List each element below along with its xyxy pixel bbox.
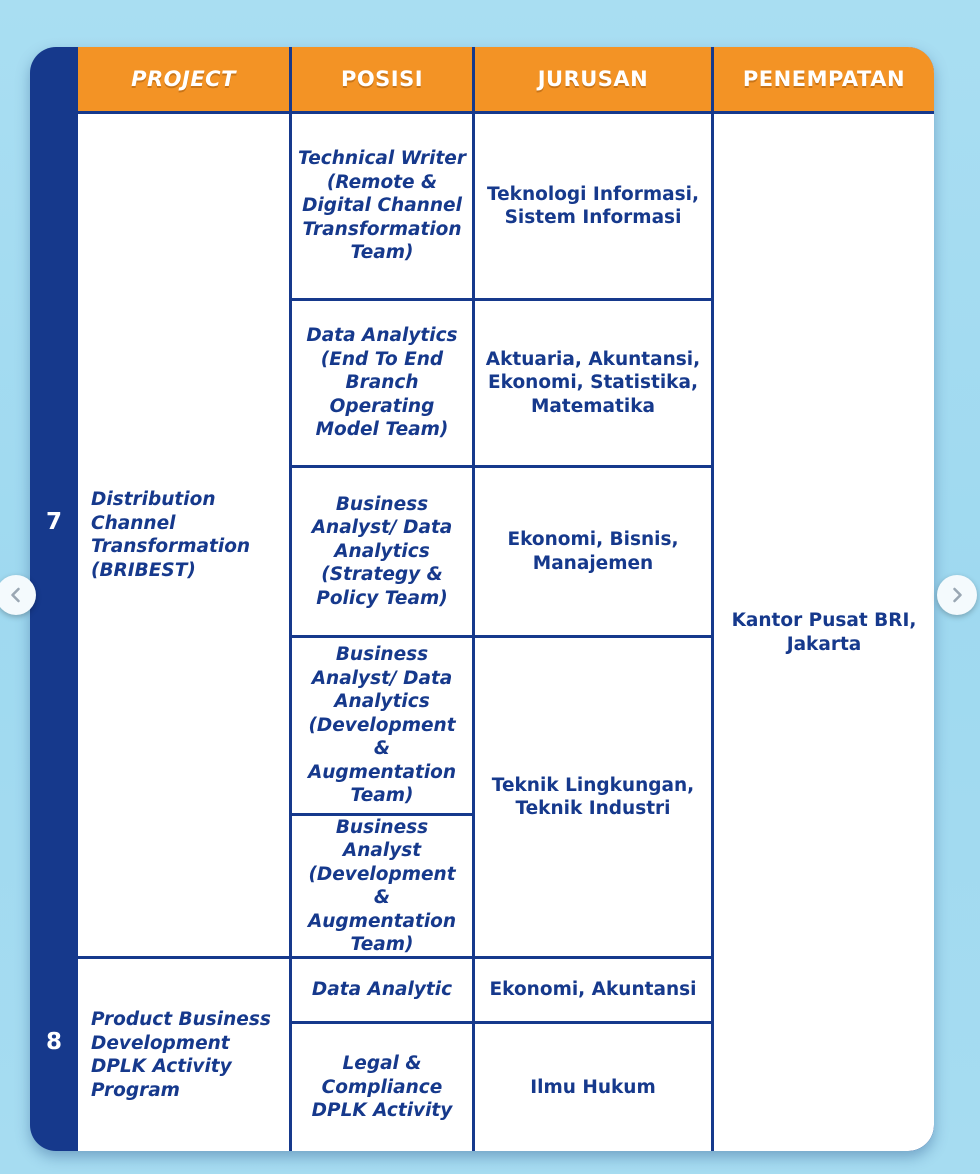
- jurusan-cell: Ilmu Hukum: [530, 1076, 656, 1098]
- project-cell-8: Product Business Development DPLK Activity Program: [91, 1009, 271, 1101]
- header-posisi: POSISI: [292, 47, 472, 111]
- row-number-7: 7: [45, 509, 62, 535]
- posisi-cell: Business Analyst/ Data Analytics (Development & Augmentation Team): [307, 644, 457, 807]
- jurusan-cell: Ekonomi, Akuntansi: [489, 979, 697, 1001]
- recruitment-table: [78, 47, 934, 1151]
- posisi-cell: Technical Writer (Remote & Digital Channel Transformation Team): [298, 148, 466, 264]
- jurusan-cell: Aktuaria, Akuntansi, Ekonomi, Statistika, Matematika: [485, 348, 701, 417]
- chevron-right-icon: [948, 586, 966, 604]
- table-card: [30, 47, 934, 1151]
- posisi-cell: Data Analytics (End To End Branch Operating Model Team): [306, 325, 458, 441]
- header-jurusan: JURUSAN: [475, 47, 711, 111]
- posisi-cell: Legal & Compliance DPLK Activity: [311, 1053, 453, 1122]
- jurusan-cell: Ekonomi, Bisnis, Manajemen: [507, 529, 679, 574]
- posisi-cell: Business Analyst/ Data Analytics (Strategy & Policy Team): [311, 493, 453, 609]
- next-slide-button[interactable]: [937, 575, 977, 615]
- posisi-cell: Data Analytic: [311, 979, 453, 1001]
- jurusan-cell: Teknik Lingkungan, Teknik Industri: [491, 774, 695, 819]
- jurusan-cell: Teknologi Informasi, Sistem Informasi: [486, 183, 700, 228]
- penempatan-cell: Kantor Pusat BRI, Jakarta: [731, 610, 917, 655]
- row-number-8: 8: [45, 1029, 62, 1055]
- project-cell-7: Distribution Channel Transformation (BRIBEST): [91, 489, 251, 581]
- chevron-left-icon: [7, 586, 25, 604]
- header-penempatan: PENEMPATAN: [714, 47, 934, 111]
- posisi-cell: Business Analyst (Development & Augmentation Team): [307, 816, 457, 955]
- header-project: PROJECT: [78, 47, 289, 111]
